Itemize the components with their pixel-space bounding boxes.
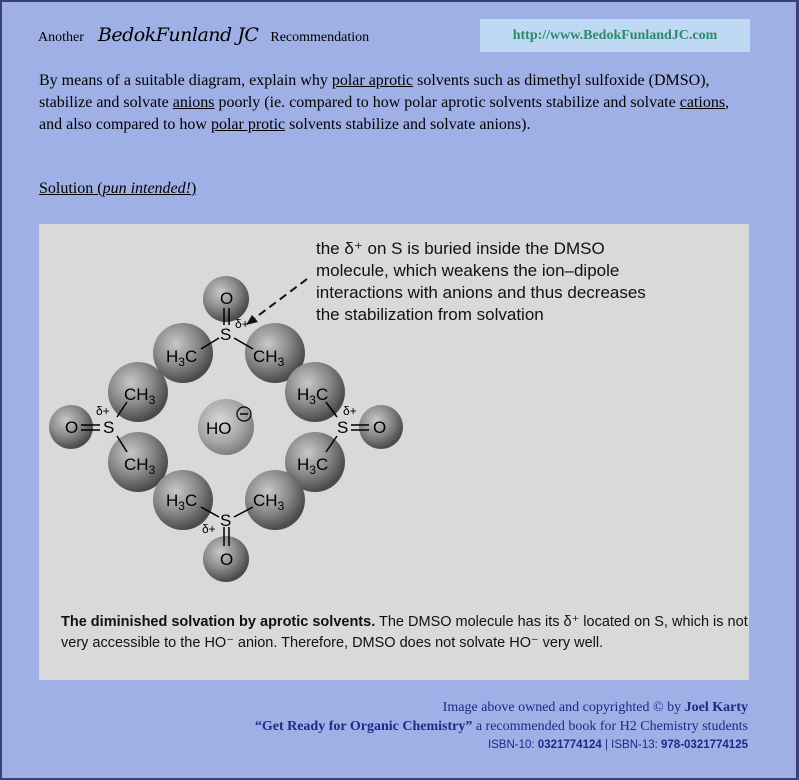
header-prefix: Another (38, 30, 84, 45)
book-note: a recommended book for H2 Chemistry students (472, 719, 748, 734)
svg-text:H3C: $H_3C$ (166, 347, 198, 369)
isbn13-value: 978-0321774125 (661, 739, 748, 751)
dmso-top (153, 276, 305, 383)
question-part: solvents such as dimethyl sulfoxide (DMSO), stabilize and solvate (39, 72, 710, 111)
book-title: “Get Ready for Organic Chemistry” (254, 719, 473, 734)
svg-text:O: O (220, 550, 234, 569)
solution-label: Solution (39, 180, 94, 197)
author-name: Joel Karty (684, 700, 748, 715)
svg-text:CH3: $CH_3$ (253, 347, 285, 369)
credits-line-2 (255, 717, 748, 736)
svg-text:O: O (65, 418, 79, 437)
dmso-right (285, 362, 403, 492)
dmso-left (49, 362, 168, 492)
brand-logo: BedokFunland JC (97, 24, 259, 46)
dmso-solvation-figure (39, 224, 749, 680)
term-cations: cations (679, 94, 726, 111)
svg-text:S: S (220, 511, 232, 530)
site-url-text[interactable]: http://www.BedokFunlandJC.com (512, 27, 718, 43)
dmso-bottom (153, 470, 305, 582)
svg-text:S: S (103, 418, 115, 437)
svg-text:δ+: δ+ (235, 317, 249, 331)
figure-caption (61, 612, 751, 654)
header-line (38, 25, 369, 51)
isbn10-value: 0321774124 (537, 739, 602, 751)
isbn-separator: | (601, 739, 612, 751)
svg-text:CH3: $CH_3$ (124, 455, 156, 477)
credits-block (255, 698, 748, 755)
solution-heading: Solution (pun intended!) (39, 180, 197, 197)
solution-note: pun intended! (102, 180, 191, 197)
svg-text:O: O (373, 418, 387, 437)
figure-annotation: the δ⁺ on S is buried inside the DMSO molecule, which weakens the ion–dipole interactions with anions and thus decreases the stabilization from solvation (316, 239, 646, 324)
isbn13-label: ISBN-13: (611, 739, 662, 751)
question-text (39, 70, 753, 136)
term-polar-aprotic: polar aprotic (331, 72, 414, 89)
isbn-line (255, 736, 748, 755)
svg-text:H3C: $H_3C$ (297, 455, 329, 477)
caption-title: The diminished solvation by aprotic solvents. (61, 614, 376, 630)
question-part: poorly (ie. compared to how polar aprotic solvents stabilize and solvate (214, 94, 680, 111)
svg-text:H3C: $H_3C$ (166, 491, 198, 513)
isbn10-label: ISBN-10: (487, 739, 538, 751)
header-suffix: Recommendation (270, 30, 370, 45)
annotation-arrow (251, 279, 307, 321)
credits-line-1 (255, 698, 748, 717)
svg-text:S: S (337, 418, 349, 437)
hydroxide-label: HO (206, 419, 232, 438)
hydroxide-ion (198, 399, 254, 455)
caption-body: The DMSO molecule has its δ⁺ located on S, which is not very accessible to the HO⁻ anion. Therefore, DMSO does not solvate HO⁻ very well. (61, 614, 748, 651)
question-part: By means of a suitable diagram, explain why (39, 72, 332, 89)
svg-text:δ+: δ+ (202, 522, 216, 536)
term-anions: anions (172, 94, 215, 111)
svg-text:δ+: δ+ (343, 404, 357, 418)
svg-text:CH3: $CH_3$ (253, 491, 285, 513)
svg-text:H3C: $H_3C$ (297, 385, 329, 407)
question-part: , and also compared to how (39, 94, 730, 133)
svg-text:δ+: δ+ (96, 404, 110, 418)
dmso-top-o: O (220, 289, 234, 308)
site-url-link[interactable] (480, 19, 750, 52)
copyright-text: Image above owned and copyrighted © by (442, 700, 685, 715)
svg-text:CH3: $CH_3$ (124, 385, 156, 407)
term-polar-protic: polar protic (210, 116, 286, 133)
question-part: solvents stabilize and solvate anions). (285, 116, 531, 133)
dmso-top-s: S (220, 325, 232, 344)
